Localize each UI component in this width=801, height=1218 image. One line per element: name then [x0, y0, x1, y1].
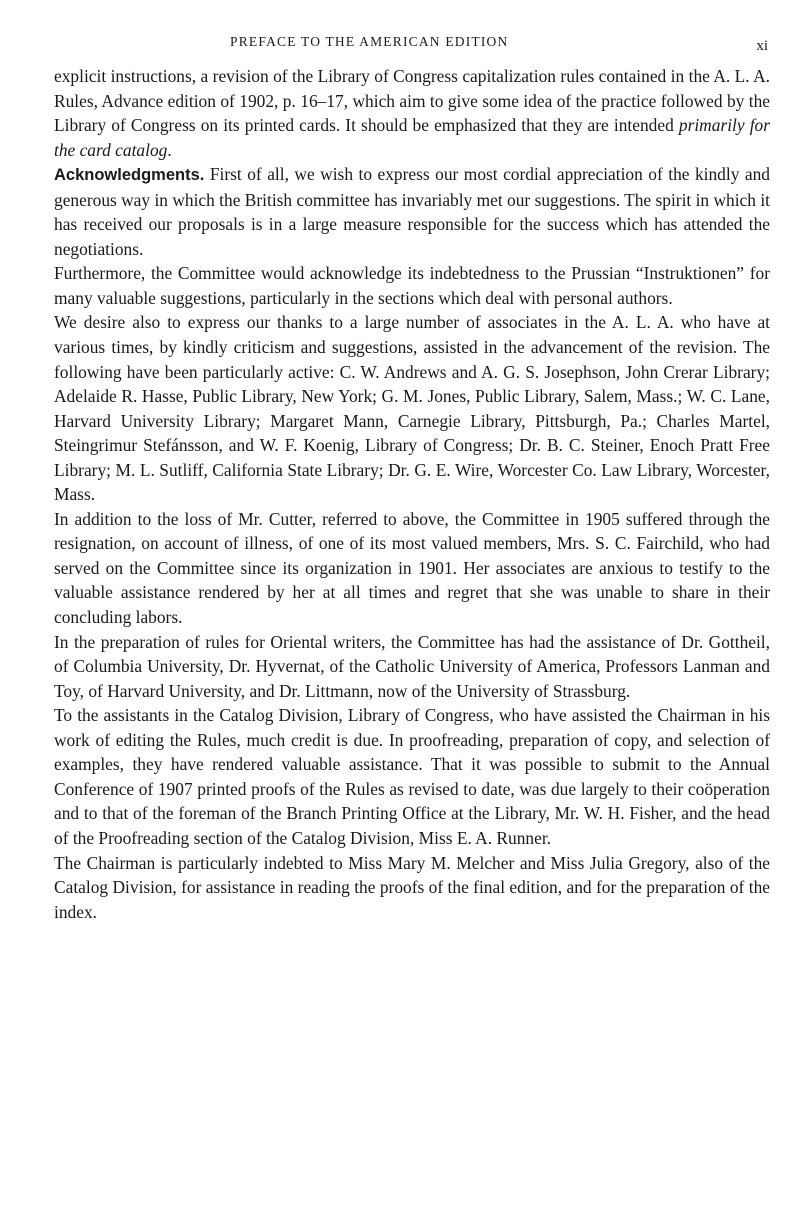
paragraph-associates: We desire also to express our thanks to a large number of associates in the A. L. A. who have at various times, by kindly criticism and suggestions, assisted in the advancement of the revision. The following have been particularly active: C. W. Andrews and A. G. S. Josephson, John Crerar Library; Adelaide R. Hasse, Public Library, New York; G. M. Jones, Public Library, Salem, Mass.; W. C. Lane, Harvard University Library; Margaret Mann, Carnegie Library, Pittsburgh, Pa.; Charles Martel, Steingrimur Stefánsson, and W. F. Koenig, Library of Congress; Dr. B. C. Steiner, Enoch Pratt Free Library; M. L. Sutliff, California State Library; Dr. G. E. Wire, Worcester Co. Law Library, Worcester, Mass. [54, 312, 770, 505]
paragraph-index-credit: The Chairman is particularly indebted to Miss Mary M. Melcher and Miss Julia Gregory, also of the Catalog Division, for assistance in reading the proofs of the final edition, and for the preparation of the index. [54, 852, 770, 922]
paragraph-catalog-division: To the assistants in the Catalog Division, Library of Congress, who have assisted the Chairman in his work of editing the Rules, much credit is due. In proofreading, preparation of copy, and selection of examples, they have rendered valuable assistance. That it was possible to submit to the Annual Conference of 1907 printed proofs of the Rules as revised to date, was due largely to their coöperation and to that of the foreman of the Branch Printing Office at the Library, Mr. W. H. Fisher, and the head of the Proofreading section of the Catalog Division, Miss E. A. Runner. [54, 705, 770, 848]
paragraph-prussian-instructions: Furthermore, the Committee would acknowledge its indebtedness to the Prussian “Instruktionen” for many valuable suggestions, particularly in the sections which deal with personal authors. [54, 263, 770, 308]
running-head: PREFACE TO THE AMERICAN EDITION [230, 34, 509, 49]
body-text [54, 64, 770, 924]
emphasis-card-catalog: primarily for the card catalog [54, 115, 771, 160]
paragraph-acknowledgments: Acknowledgments. First of all, we wish to express our most cordial appreciation of the kindly and generous way in which the British committee has invariably met our suggestions. The spirit in which it has received our proposals is in a large measure responsible for the success which has attended the negotiations. [54, 164, 770, 259]
paragraph-oriental-writers: In the preparation of rules for Oriental writers, the Committee has had the assistance of Dr. Gottheil, of Columbia University, Dr. Hyvernat, of the Catholic University of America, Professors Lanman and Toy, of Harvard University, and Dr. Littmann, now of the University of Strassburg. [54, 631, 770, 701]
page-header [54, 34, 770, 60]
acknowledgments-heading: Acknowledgments. [54, 166, 205, 185]
paragraph-capitalization-rules: explicit instructions, a revision of the Library of Congress capitalization rules contained in the A. L. A. Rules, Advance edition of 1902, p. 16–17, which aim to give some idea of the practice followed by the Library of Congress on its printed cards. It should be emphasized that they are intended primarily for the card catalog. [54, 66, 771, 160]
paragraph-fairchild: In addition to the loss of Mr. Cutter, referred to above, the Committee in 1905 suffered through the resignation, on account of illness, of one of its most valued members, Mrs. S. C. Fairchild, who had served on the Committee since its organization in 1901. Her associates are anxious to testify to the valuable assistance rendered by her at all times and regret that she was unable to share in their concluding labors. [54, 508, 770, 628]
page-number: xi [756, 38, 768, 54]
book-page [54, 34, 770, 924]
